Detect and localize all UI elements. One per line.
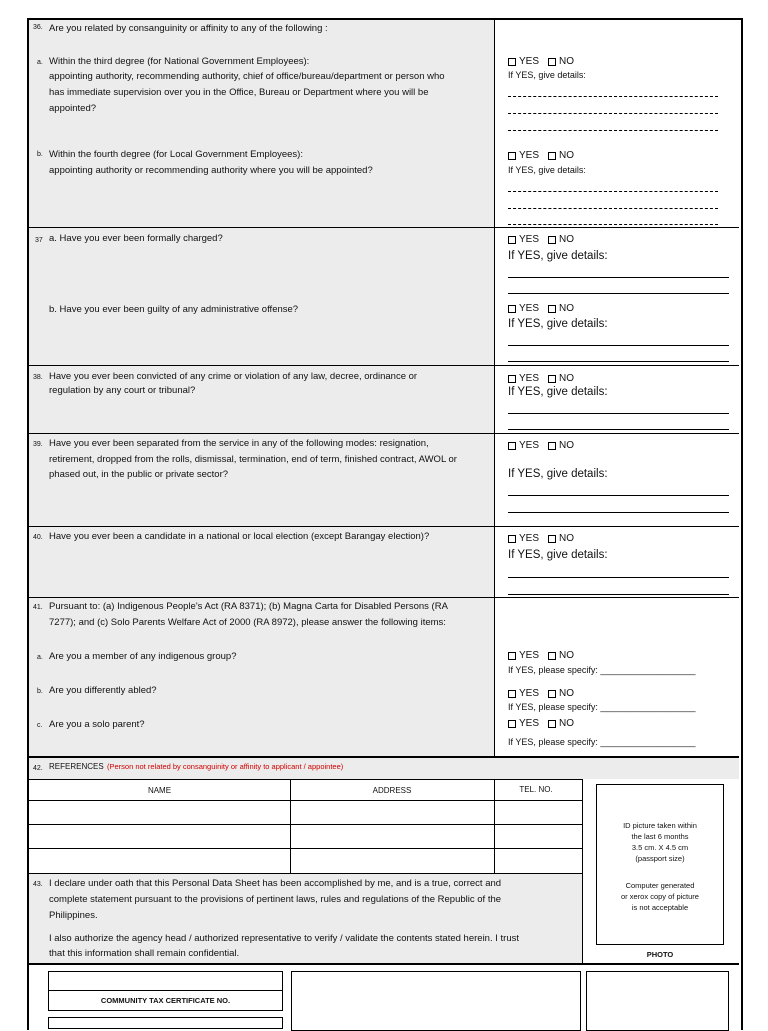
q41b-text: Are you differently abled? bbox=[49, 685, 157, 696]
reference-row-2-tel[interactable] bbox=[495, 825, 581, 848]
references-col-name: NAME bbox=[147, 786, 172, 795]
q42-label: REFERENCES bbox=[49, 762, 104, 771]
q39-line1: Have you ever been separated from the service in any of the following modes: resignation, bbox=[49, 438, 429, 449]
q36-text: Are you related by consanguinity or affinity to any of the following : bbox=[49, 23, 328, 34]
q41-number: 41. bbox=[33, 604, 43, 611]
q37b-yes-no: YES NO bbox=[508, 303, 574, 314]
q43-line5: that this information shall remain confidential. bbox=[49, 948, 240, 959]
q40-text: Have you ever been a candidate in a national or local election (except Barangay election)? bbox=[49, 531, 430, 542]
q43-line3: Philippines. bbox=[49, 910, 98, 921]
q41-line2: 7277); and (c) Solo Parents Welfare Act of 2000 (RA 8972), please answer the following items: bbox=[49, 617, 446, 628]
reference-row-3-tel[interactable] bbox=[495, 849, 581, 873]
q40-no-checkbox[interactable] bbox=[548, 535, 556, 543]
reference-row-3-name[interactable] bbox=[30, 849, 289, 873]
q36a-details-label: If YES, give details: bbox=[508, 70, 586, 80]
q36a-detail-line-1[interactable] bbox=[508, 96, 718, 97]
q37a-yes-checkbox[interactable] bbox=[508, 236, 516, 244]
q37b-detail-line-2[interactable] bbox=[508, 361, 729, 362]
q36b-line1: Within the fourth degree (for Local Government Employees): bbox=[49, 149, 303, 160]
q37a-detail-line-2[interactable] bbox=[508, 293, 729, 294]
references-col-divider-3 bbox=[582, 779, 583, 964]
ctc-label-box bbox=[48, 991, 283, 1011]
reference-row-1-name[interactable] bbox=[30, 801, 289, 824]
q41c-no-checkbox[interactable] bbox=[548, 720, 556, 728]
q37-question-cell bbox=[29, 228, 494, 365]
q39-line3: phased out, in the public or private sector? bbox=[49, 469, 229, 480]
q42-number: 42. bbox=[33, 765, 43, 772]
q43-number: 43. bbox=[33, 881, 43, 888]
divider-43-bottom bbox=[29, 963, 739, 965]
q37b-yes-checkbox[interactable] bbox=[508, 305, 516, 313]
answer-column-divider bbox=[494, 20, 495, 756]
q39-detail-line-1[interactable] bbox=[508, 495, 729, 496]
q36b-yes-checkbox[interactable] bbox=[508, 152, 516, 160]
q39-line2: retirement, dropped from the rolls, dismissal, termination, end of term, finished contract, AWOL or bbox=[49, 454, 457, 465]
q38-line1: Have you ever been convicted of any crime or violation of any law, decree, ordinance or bbox=[49, 371, 418, 382]
q39-no-checkbox[interactable] bbox=[548, 442, 556, 450]
q37a-yes-no: YES NO bbox=[508, 234, 574, 245]
ctc-number-field[interactable] bbox=[48, 971, 283, 991]
q37a-details-label: If YES, give details: bbox=[508, 250, 608, 262]
q36a-line4: appointed? bbox=[49, 103, 97, 114]
q37a-text: a. Have you ever been formally charged? bbox=[49, 233, 223, 244]
q39-yes-no: YES NO bbox=[508, 440, 574, 451]
references-col-tel: TEL. NO. bbox=[519, 785, 553, 794]
q36a-detail-line-2[interactable] bbox=[508, 113, 718, 114]
q41b-label: b. bbox=[37, 688, 43, 695]
q36b-label: b. bbox=[37, 151, 43, 158]
q41b-yes-no: YES NO bbox=[508, 688, 574, 699]
q36a-no-checkbox[interactable] bbox=[548, 58, 556, 66]
q38-detail-line-1[interactable] bbox=[508, 413, 729, 414]
q42-note: (Person not related by consanguinity or affinity to applicant / appointee) bbox=[107, 762, 344, 771]
signature-box[interactable] bbox=[291, 971, 581, 1031]
q37-number: 37 bbox=[35, 237, 43, 244]
q43-line4: I also authorize the agency head / authorized representative to verify / validate the contents stated herein. I trust bbox=[49, 933, 519, 944]
q38-no-checkbox[interactable] bbox=[548, 375, 556, 383]
q41b-no-checkbox[interactable] bbox=[548, 690, 556, 698]
q36a-line2: appointing authority, recommending authority, chief of office/bureau/department or person who bbox=[49, 71, 445, 82]
ctc-issued-field[interactable] bbox=[48, 1017, 283, 1029]
q36b-no-checkbox[interactable] bbox=[548, 152, 556, 160]
q41c-label: c. bbox=[37, 722, 43, 729]
q36-number: 36. bbox=[33, 24, 43, 31]
reference-row-2-address[interactable] bbox=[291, 825, 493, 848]
reference-row-2-name[interactable] bbox=[30, 825, 289, 848]
q36a-detail-line-3[interactable] bbox=[508, 130, 718, 131]
q41a-text: Are you a member of any indigenous group? bbox=[49, 651, 237, 662]
references-col-address: ADDRESS bbox=[372, 786, 412, 795]
q41a-specify[interactable]: If YES, please specify: ___________________ bbox=[508, 665, 696, 675]
q37a-no-checkbox[interactable] bbox=[548, 236, 556, 244]
q36a-line1: Within the third degree (for National Government Employees): bbox=[49, 56, 310, 67]
q37b-text: b. Have you ever been guilty of any administrative offense? bbox=[49, 304, 299, 315]
ctc-label: COMMUNITY TAX CERTIFICATE NO. bbox=[100, 996, 231, 1005]
q41a-yes-no: YES NO bbox=[508, 650, 574, 661]
q41b-specify[interactable]: If YES, please specify: ___________________ bbox=[508, 702, 696, 712]
reference-row-1-tel[interactable] bbox=[495, 801, 581, 824]
q36b-detail-line-1[interactable] bbox=[508, 191, 718, 192]
q41a-no-checkbox[interactable] bbox=[548, 652, 556, 660]
q38-yes-checkbox[interactable] bbox=[508, 375, 516, 383]
q40-detail-line-2[interactable] bbox=[508, 594, 729, 595]
q41c-text: Are you a solo parent? bbox=[49, 719, 145, 730]
q41a-yes-checkbox[interactable] bbox=[508, 652, 516, 660]
q37b-detail-line-1[interactable] bbox=[508, 345, 729, 346]
q41c-yes-checkbox[interactable] bbox=[508, 720, 516, 728]
q38-line2: regulation by any court or tribunal? bbox=[49, 385, 196, 396]
q36b-detail-line-3[interactable] bbox=[508, 224, 718, 225]
photo-caption: PHOTO bbox=[646, 950, 674, 959]
q40-number: 40. bbox=[33, 534, 43, 541]
reference-row-3-address[interactable] bbox=[291, 849, 493, 873]
q40-detail-line-1[interactable] bbox=[508, 577, 729, 578]
q39-detail-line-2[interactable] bbox=[508, 512, 729, 513]
q39-yes-checkbox[interactable] bbox=[508, 442, 516, 450]
q38-detail-line-2[interactable] bbox=[508, 429, 729, 430]
q36b-line2: appointing authority or recommending authority where you will be appointed? bbox=[49, 165, 373, 176]
q41c-specify[interactable]: If YES, please specify: ___________________ bbox=[508, 737, 696, 747]
q41-line1: Pursuant to: (a) Indigenous People's Act (RA 8371); (b) Magna Carta for Disabled Persons (RA bbox=[49, 601, 448, 612]
q36a-label: a. bbox=[37, 59, 43, 66]
q38-yes-no: YES NO bbox=[508, 373, 574, 384]
q36b-details-label: If YES, give details: bbox=[508, 165, 586, 175]
q36b-detail-line-2[interactable] bbox=[508, 208, 718, 209]
q38-details-label: If YES, give details: bbox=[508, 386, 608, 398]
q40-yes-no: YES NO bbox=[508, 533, 574, 544]
q36a-yes-checkbox[interactable] bbox=[508, 58, 516, 66]
photo-instructions: ID picture taken within the last 6 months 3.5 cm. X 4.5 cm (passport size) Computer generated or xerox copy of picture is not acceptable bbox=[621, 821, 699, 912]
q37b-no-checkbox[interactable] bbox=[548, 305, 556, 313]
q41b-yes-checkbox[interactable] bbox=[508, 690, 516, 698]
q39-details-label: If YES, give details: bbox=[508, 468, 608, 480]
q36a-line3: has immediate supervision over you in the Office, Bureau or Department where you will be bbox=[49, 87, 429, 98]
q43-line1: I declare under oath that this Personal Data Sheet has been accomplished by me, and is a true, correct and bbox=[49, 878, 502, 889]
q40-yes-checkbox[interactable] bbox=[508, 535, 516, 543]
q40-details-label: If YES, give details: bbox=[508, 549, 608, 561]
reference-row-1-address[interactable] bbox=[291, 801, 493, 824]
q43-line2: complete statement pursuant to the provisions of pertinent laws, rules and regulations of the Republic of the bbox=[49, 894, 502, 905]
q41a-label: a. bbox=[37, 654, 43, 661]
q37a-detail-line-1[interactable] bbox=[508, 277, 729, 278]
q37b-details-label: If YES, give details: bbox=[508, 318, 608, 330]
thumbmark-box[interactable] bbox=[586, 971, 729, 1031]
q36-question-cell bbox=[29, 20, 494, 227]
references-top-line bbox=[29, 779, 582, 780]
q39-number: 39. bbox=[33, 441, 43, 448]
q36a-yes-no: YES NO bbox=[508, 56, 574, 67]
q36b-yes-no: YES NO bbox=[508, 150, 574, 161]
q41c-yes-no: YES NO bbox=[508, 718, 574, 729]
q38-number: 38. bbox=[33, 374, 43, 381]
